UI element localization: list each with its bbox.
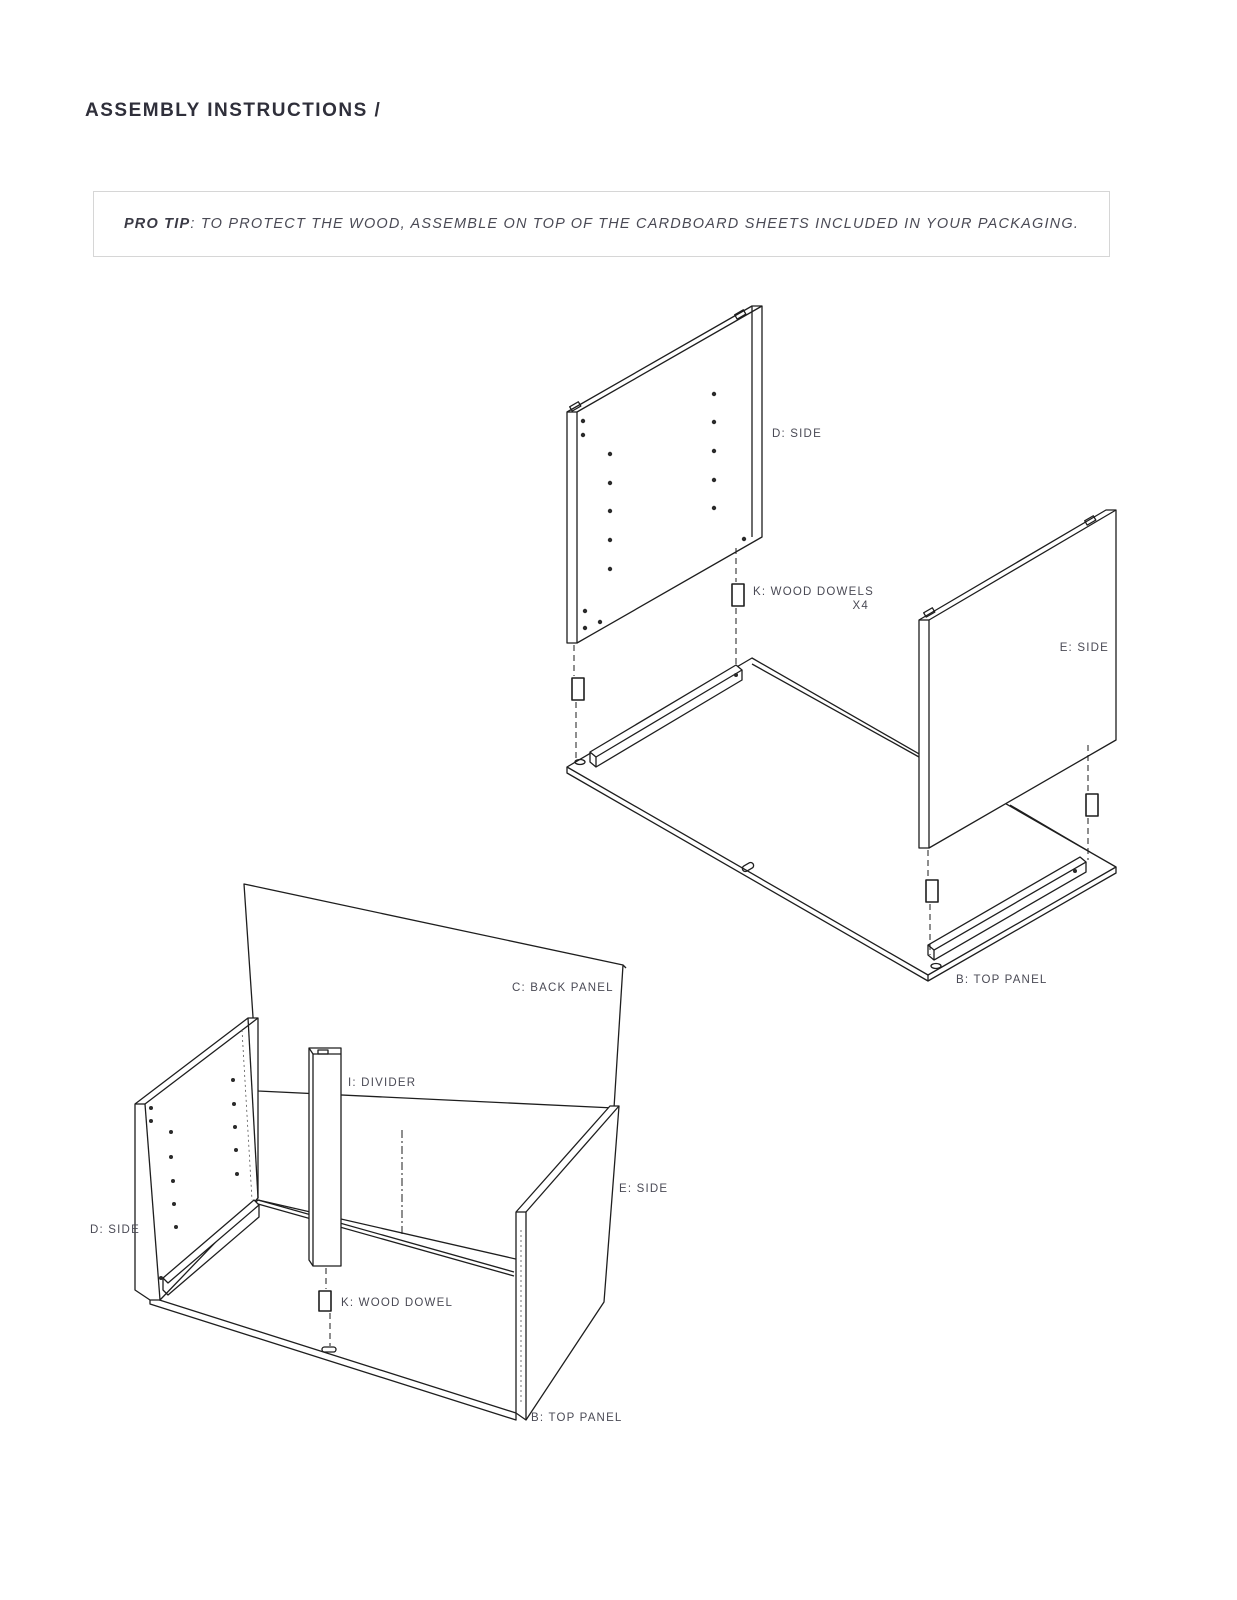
step2-illustration bbox=[135, 884, 626, 1420]
label-step2-back-panel: C: BACK PANEL bbox=[512, 982, 614, 994]
pro-tip-prefix: PRO TIP bbox=[123, 216, 191, 232]
label-step1-dowel-qty: X4 bbox=[852, 600, 869, 612]
label-step2-wood-dowel: K: WOOD DOWEL bbox=[341, 1297, 454, 1309]
label-step1-e-side: E: SIDE bbox=[1059, 642, 1109, 654]
step1-illustration bbox=[567, 306, 1116, 981]
label-step2-divider: I: DIVIDER bbox=[348, 1077, 417, 1089]
step2-wood-dowel bbox=[319, 1291, 331, 1311]
label-step1-top-panel: B: TOP PANEL bbox=[956, 974, 1048, 986]
label-step2-top-panel: B: TOP PANEL bbox=[531, 1412, 623, 1424]
label-step2-e-side: E: SIDE bbox=[619, 1183, 669, 1195]
page-title: ASSEMBLY INSTRUCTIONS / bbox=[85, 100, 382, 121]
label-step1-wood-dowels: K: WOOD DOWELS bbox=[753, 586, 874, 598]
label-step2-d-side: D: SIDE bbox=[90, 1224, 140, 1236]
pro-tip-body: : TO PROTECT THE WOOD, ASSEMBLE ON TOP OF THE CARDBOARD SHEETS INCLUDED IN YOUR PACKAGING. bbox=[190, 216, 1080, 232]
label-step1-d-side: D: SIDE bbox=[772, 428, 822, 440]
step2-divider bbox=[309, 1048, 341, 1266]
step2-side-e bbox=[516, 1106, 619, 1420]
step2-back-panel bbox=[244, 884, 623, 1108]
